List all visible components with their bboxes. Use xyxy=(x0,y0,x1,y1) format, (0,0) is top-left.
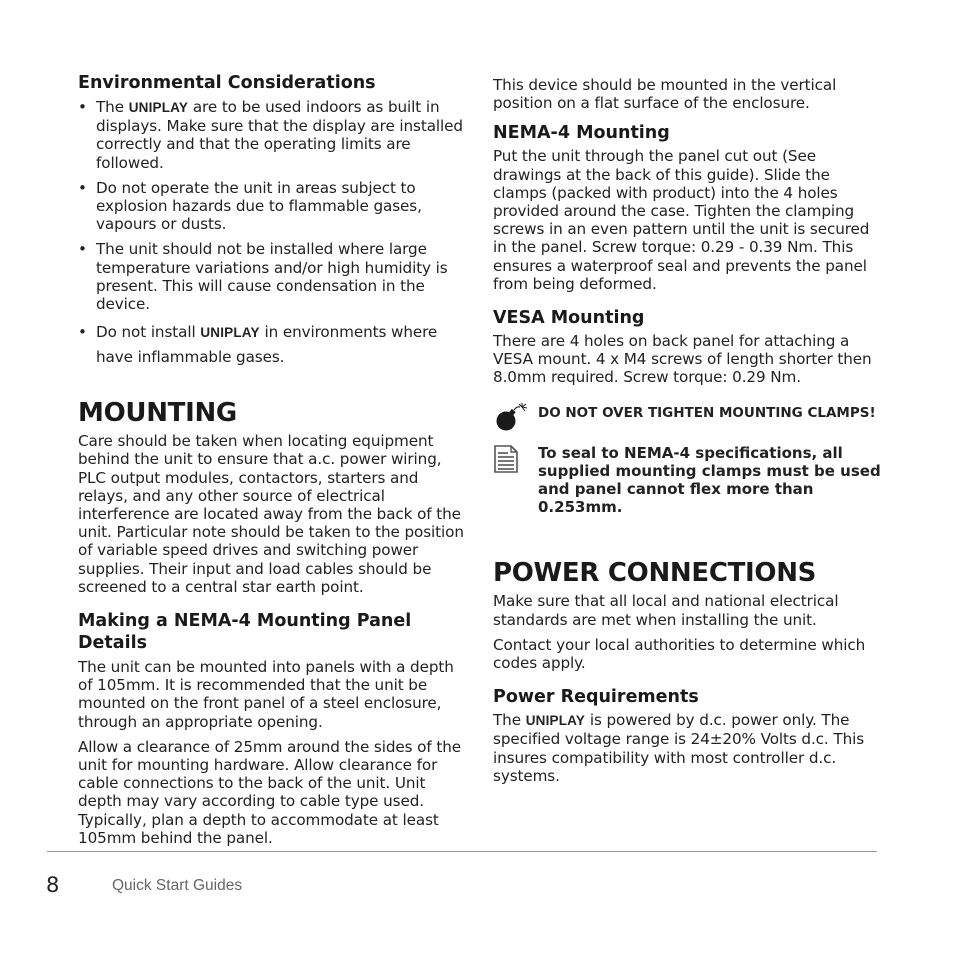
brand-name: UNIPLAY xyxy=(200,325,260,341)
list-item: • Do not operate the unit in areas subject to explosion hazards due to flammable gases, vapours or dusts. xyxy=(78,179,466,234)
note-notice xyxy=(493,444,883,517)
bullet-text: The xyxy=(96,98,129,116)
nema4-heading: NEMA-4 Mounting xyxy=(493,123,670,144)
paragraph-text: is powered by d.c. power only. The specified voltage range is 24±20% Volts d.c. This insures compatibility with most controller d.c. systems. xyxy=(493,711,865,785)
note-icon xyxy=(493,445,519,477)
list-item xyxy=(78,320,466,370)
bullet-text: Do not install xyxy=(96,323,201,342)
warning-text: DO NOT OVER TIGHTEN MOUNTING CLAMPS! xyxy=(538,404,876,421)
mounting-paragraph: Care should be taken when locating equipment behind the unit to ensure that a.c. power wiring, PLC output modules, contactors, starters and relays, and any other source of electrical interference are located away from the back of the unit. Particular note should be taken to the position of variable speed drives and switching power supplies. Their input and load cables should be screened to a central star earth point. xyxy=(78,432,464,596)
bomb-icon xyxy=(493,403,529,437)
bullet-text: in environments where have inflammable gases. xyxy=(96,323,438,367)
environmental-heading: Environmental Considerations xyxy=(78,73,376,93)
mounting-intro: This device should be mounted in the vertical position on a flat surface of the enclosure. xyxy=(493,76,837,113)
panel-details-heading: Making a NEMA-4 Mounting Panel Details xyxy=(78,611,412,654)
page-number: 8 xyxy=(46,873,60,897)
mounting-heading: MOUNTING xyxy=(78,398,237,429)
vesa-paragraph: There are 4 holes on back panel for attaching a VESA mount. 4 x M4 screws of length shorter then 8.0mm required. Screw torque: 0.29 Nm. xyxy=(493,332,872,387)
power-requirements-paragraph xyxy=(493,711,883,785)
power-connections-heading: POWER CONNECTIONS xyxy=(493,558,817,589)
warning-notice xyxy=(493,405,883,422)
note-text: To seal to NEMA-4 specifications, all supplied mounting clamps must be used and panel cannot flex more than 0.253mm. xyxy=(538,443,881,517)
nema4-paragraph: Put the unit through the panel cut out (See drawings at the back of this guide). Slide the clamps (packed with product) into the 4 holes provided around the case. Tighten the clamping screws in an even pattern until the unit is secured in the panel. Screw torque: 0.29 - 0.39 Nm. This ensures a waterproof seal and prevents the panel from being deformed. xyxy=(493,147,870,293)
vesa-heading: VESA Mounting xyxy=(493,308,645,329)
brand-name: UNIPLAY xyxy=(128,100,189,115)
list-item: • The unit should not be installed where large temperature variations and/or high humidity is present. This will cause condensation in the device. xyxy=(78,240,466,313)
brand-name: UNIPLAY xyxy=(525,713,586,729)
panel-details-paragraph-2: Allow a clearance of 25mm around the sides of the unit for mounting hardware. Allow clearance for cable connections to the back of the unit. Unit depth may vary according to cable type used. Typically, plan a depth to accommodate at least 105mm behind the panel. xyxy=(78,737,461,847)
right-column xyxy=(493,72,883,785)
power-paragraph-2: Contact your local authorities to determine which codes apply. xyxy=(493,635,866,673)
left-column xyxy=(78,72,466,847)
environmental-list xyxy=(78,98,466,370)
list-item xyxy=(78,98,466,172)
footer-divider xyxy=(47,851,877,852)
panel-details-paragraph-1: The unit can be mounted into panels with a depth of 105mm. It is recommended that the unit be mounted on the front panel of a steel enclosure, through an appropriate opening. xyxy=(78,658,454,731)
bullet-text: are to be used indoors as built in displays. Make sure that the display are installed correctly and that the operating limits are followed. xyxy=(96,98,463,172)
power-requirements-heading: Power Requirements xyxy=(493,687,699,708)
paragraph-text: The xyxy=(493,711,526,730)
footer-title: Quick Start Guides xyxy=(112,877,243,894)
power-paragraph-1: Make sure that all local and national electrical standards are met when installing the unit. xyxy=(493,592,839,629)
